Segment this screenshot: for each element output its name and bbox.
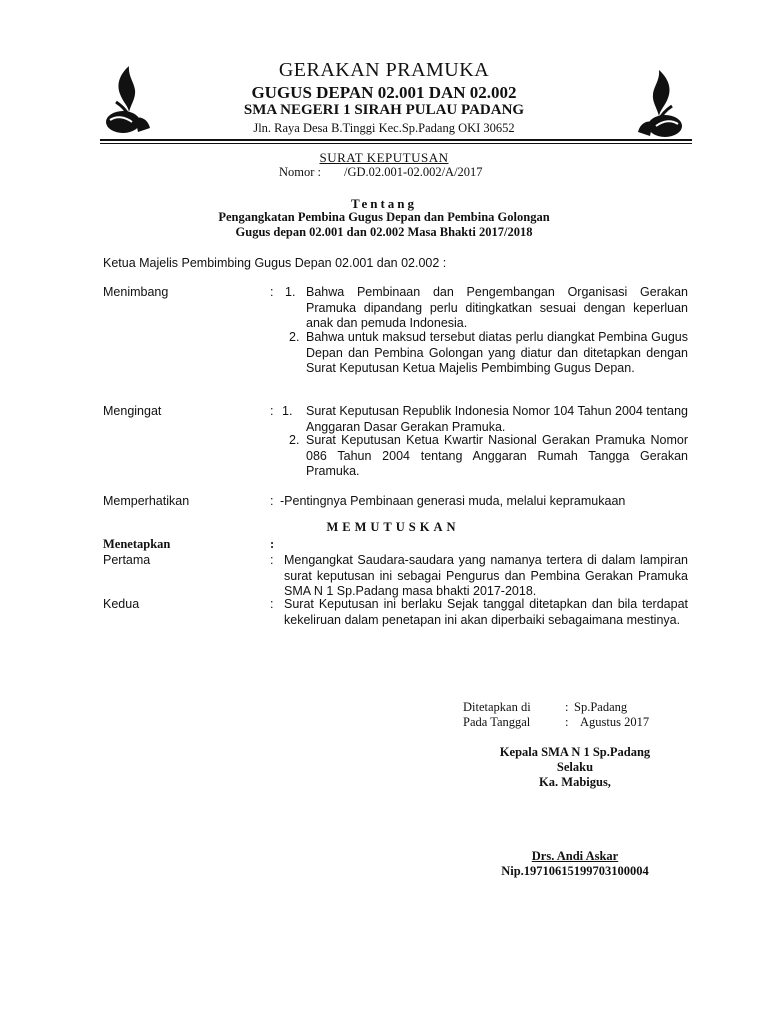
school-name: SMA NEGERI 1 SIRAH PULAU PADANG bbox=[243, 102, 525, 118]
menimbang-colon: : bbox=[270, 285, 274, 299]
memperhatikan-label: Memperhatikan bbox=[103, 494, 190, 508]
mengingat-num-2: 2. bbox=[289, 433, 300, 447]
menimbang-num-2: 2. bbox=[289, 330, 300, 344]
menimbang-label: Menimbang bbox=[103, 285, 169, 299]
mengingat-colon: : bbox=[270, 404, 274, 418]
tanggal-colon: : bbox=[565, 715, 569, 729]
pertama-text: Mengangkat Saudara-saudara yang namanya tertera di dalam lampiran surat keputusan ini sebagai Pengurus dan Pembina Gerakan Pramuka SMA N 1 Sp.Padang masa bhakti 2017-2018. bbox=[284, 553, 688, 598]
tanggal-value: Agustus 2017 bbox=[580, 715, 650, 729]
signatory-name: Drs. Andi Askar bbox=[531, 849, 619, 863]
ditetapkan-label: Ditetapkan di bbox=[463, 700, 531, 714]
menetapkan-colon: : bbox=[270, 537, 275, 551]
memperhatikan-colon: : bbox=[270, 494, 274, 508]
memperhatikan-text: -Pentingnya Pembinaan generasi muda, melalui kepramukaan bbox=[280, 494, 626, 508]
menimbang-item-1: Bahwa Pembinaan dan Pengembangan Organisasi Gerakan Pramuka dipandang perlu ditingkatkan sesuai dengan keperluan anak dan pemuda Indonesia. bbox=[306, 285, 688, 330]
org-name: GERAKAN PRAMUKA bbox=[278, 59, 490, 81]
ditetapkan-colon: : bbox=[565, 700, 569, 714]
subject-line-1: Pengangkatan Pembina Gugus Depan dan Pembina Golongan bbox=[218, 210, 550, 224]
signatory-nip: Nip.19710615199703100004 bbox=[501, 864, 649, 878]
nomor-label: Nomor : bbox=[279, 165, 322, 179]
position-line-3: Ka. Mabigus, bbox=[539, 775, 611, 789]
pertama-label: Pertama bbox=[103, 553, 151, 567]
menetapkan-label: Menetapkan bbox=[103, 537, 171, 551]
mengingat-label: Mengingat bbox=[103, 404, 162, 418]
header-divider-thin bbox=[100, 143, 692, 144]
subject-block bbox=[0, 210, 768, 240]
gugus-depan-title: GUGUS DEPAN 02.001 DAN 02.002 bbox=[251, 83, 517, 102]
subject-line-2: Gugus depan 02.001 dan 02.002 Masa Bhakti 2017/2018 bbox=[235, 225, 533, 239]
nomor-value: /GD.02.001-02.002/A/2017 bbox=[344, 165, 483, 179]
kedua-text: Surat Keputusan ini berlaku Sejak tanggal ditetapkan dan bila terdapat kekeliruan dalam penetapan ini akan diperbaiki sebagaimana mestinya. bbox=[284, 597, 688, 627]
mengingat-item-2: Surat Keputusan Ketua Kwartir Nasional Gerakan Pramuka Nomor 086 Tahun 2004 tentang Anggaran Rumah Tangga Gerakan Pramuka. bbox=[306, 433, 688, 478]
kedua-label: Kedua bbox=[103, 597, 140, 611]
position-line-1: Kepala SMA N 1 Sp.Padang bbox=[499, 745, 651, 759]
kedua-colon: : bbox=[270, 597, 274, 611]
ditetapkan-value: Sp.Padang bbox=[574, 700, 628, 714]
position-line-2: Selaku bbox=[556, 760, 594, 774]
school-address: Jln. Raya Desa B.Tinggi Kec.Sp.Padang OKI 30652 bbox=[253, 121, 515, 135]
header-divider-thick bbox=[100, 139, 692, 141]
memutuskan-heading: MEMUTUSKAN bbox=[326, 520, 460, 534]
mengingat-num-1: 1. bbox=[282, 404, 293, 418]
mengingat-item-1: Surat Keputusan Republik Indonesia Nomor 104 Tahun 2004 tentang Anggaran Dasar Gerakan Pramuka. bbox=[306, 404, 688, 434]
document-title: SURAT KEPUTUSAN bbox=[319, 150, 449, 165]
tentang-heading: Tentang bbox=[350, 196, 418, 211]
menimbang-item-2: Bahwa untuk maksud tersebut diatas perlu diangkat Pembina Gugus Depan dan Pembina Golongan yang diatur dan ditetapkan dengan Surat Keputusan Ketua Majelis Pembimbing Gugus Depan. bbox=[306, 330, 688, 375]
menimbang-num-1: 1. bbox=[285, 285, 296, 299]
tanggal-label: Pada Tanggal bbox=[463, 715, 531, 729]
pertama-colon: : bbox=[270, 553, 274, 567]
opening-line: Ketua Majelis Pembimbing Gugus Depan 02.001 dan 02.002 : bbox=[103, 256, 447, 270]
